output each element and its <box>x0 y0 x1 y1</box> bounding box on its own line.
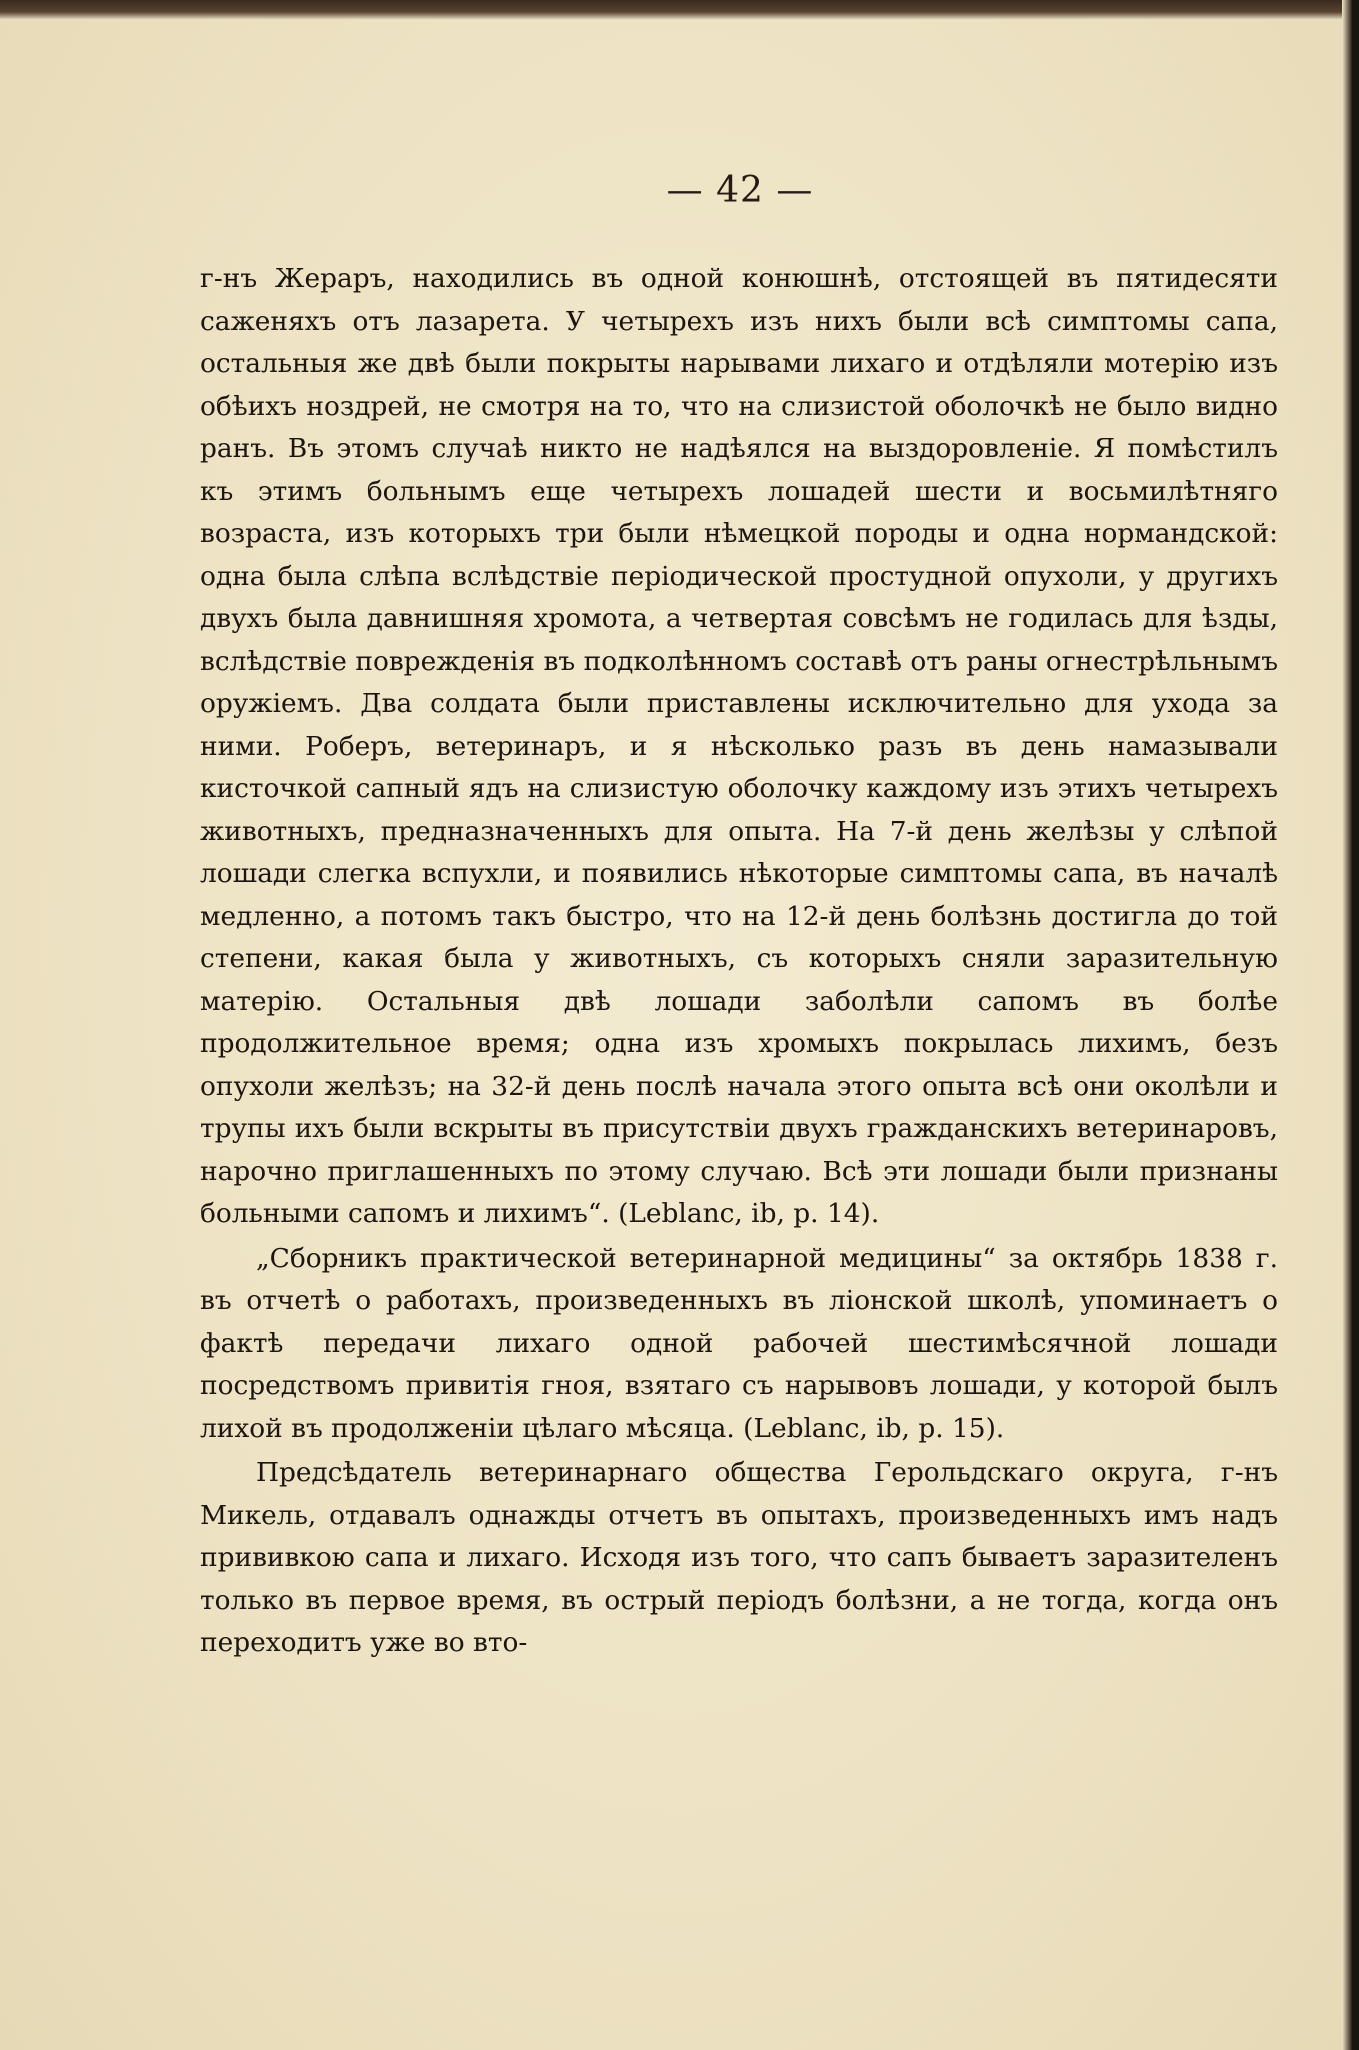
paragraph-2: „Сборникъ практической ветеринарной медицины“ за октябрь 1838 г. въ отчетѣ о работахъ, произведенныхъ въ ліонской школѣ, упоминаетъ о фактѣ передачи лихаго одной рабочей шестимѣсячной лошади посредствомъ привитія гноя, взятаго съ нарывовъ лошади, у которой былъ лихой въ продолженіи цѣлаго мѣсяца. (Leblanc, ib, p. 15). <box>200 1242 1278 1444</box>
body-text <box>200 258 1278 1665</box>
paragraph-1: г-нъ Жераръ, находились въ одной конюшнѣ, отстоящей въ пятидесяти саженяхъ отъ лазарета. У четырехъ изъ нихъ были всѣ симптомы сапа, остальныя же двѣ были покрыты нарывами лихаго и отдѣляли мотерію изъ обѣихъ ноздрей, не смотря на то, что на слизистой оболочкѣ не было видно ранъ. Въ этомъ случаѣ никто не надѣялся на выздоровленіе. Я помѣстилъ къ этимъ больнымъ еще четырехъ лошадей шести и восьмилѣтняго возраста, изъ которыхъ три были нѣмецкой породы и одна нормандской: одна была слѣпа вслѣдствіе періодической простудной опухоли, у другихъ двухъ была давнишняя хромота, а четвертая совсѣмъ не годилась для ѣзды, вслѣдствіе поврежденія въ подколѣнномъ составѣ отъ раны огнестрѣльнымъ оружіемъ. Два солдата были приставлены исключительно для ухода за ними. Роберъ, ветеринаръ, и я нѣсколько разъ въ день намазывали кисточкой сапный ядъ на слизистую оболочку каждому изъ этихъ четырехъ животныхъ, предназначенныхъ для опыта. На 7-й день желѣзы у слѣпой лошади слегка вспухли, и появились нѣкоторые симптомы сапа, въ началѣ медленно, а потомъ такъ быстро, что на 12-й день болѣзнь достигла до той степени, какая была у животныхъ, съ которыхъ сняли заразительную матерію. Остальныя двѣ лошади заболѣли сапомъ въ болѣе продолжительное время; одна изъ хромыхъ покрылась лихимъ, безъ опухоли желѣзъ; на 32-й день послѣ начала этого опыта всѣ они околѣли и трупы ихъ были вскрыты въ присутствіи двухъ гражданскихъ ветеринаровъ, нарочно приглашенныхъ по этому случаю. Всѣ эти лошади были признаны больными сапомъ и лихимъ“. (Leblanc, ib, p. 14). <box>200 263 1278 1229</box>
page-top-edge <box>0 0 1352 20</box>
page-right-edge <box>1342 0 1352 2050</box>
paragraph-3: Предсѣдатель ветеринарнаго общества Герольдскаго округа, г-нъ Микель, отдавалъ однажды отчетъ въ опытахъ, произведенныхъ имъ надъ прививкою сапа и лихаго. Исходя изъ того, что сапъ бываетъ заразителенъ только въ первое время, въ острый періодъ болѣзни, а не тогда, когда онъ переходитъ уже во вто- <box>200 1457 1278 1658</box>
page-number: — 42 — <box>666 170 814 211</box>
